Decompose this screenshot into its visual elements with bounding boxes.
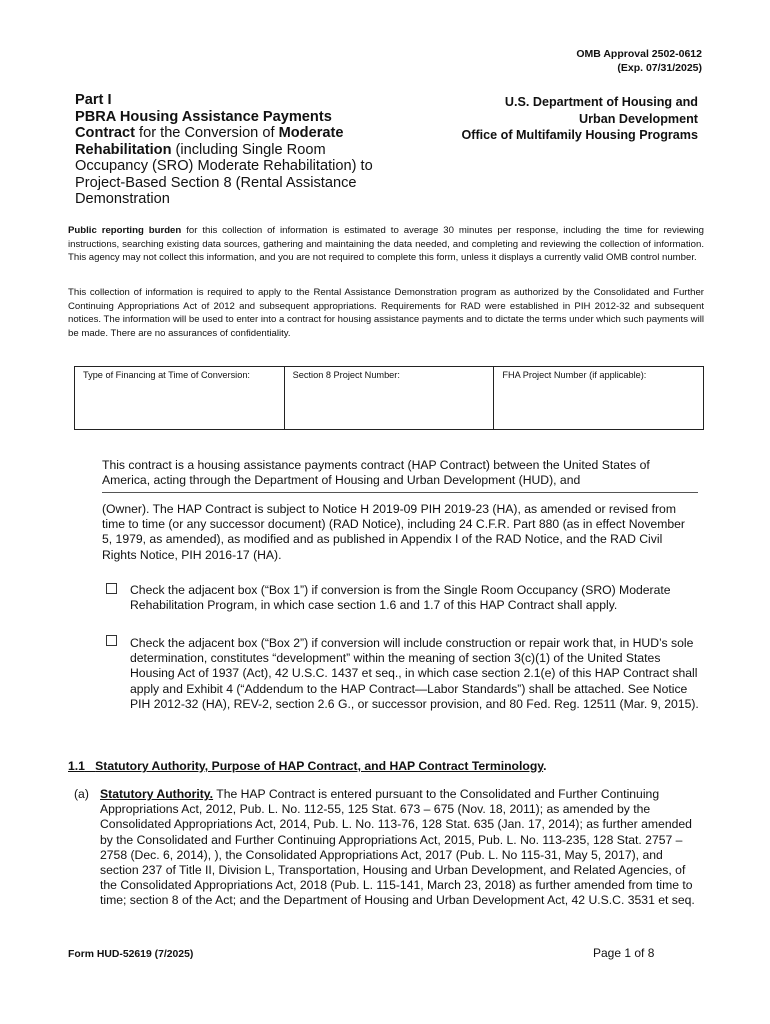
section8-project-number-field[interactable]	[285, 367, 495, 429]
agency-block	[398, 94, 698, 144]
omb-expiration: (Exp. 07/31/2025)	[617, 62, 702, 74]
section-number: 1.1	[68, 759, 85, 773]
contract-intro: This contract is a housing assistance payments contract (HAP Contract) between the United States of America, acting through the Department of Housing and Urban Development (HUD), and	[102, 458, 650, 488]
section8-project-number-label: Section 8 Project Number:	[292, 370, 400, 380]
section-a-label: (a)	[74, 787, 89, 801]
section-period: .	[543, 759, 547, 773]
section-a-text: The HAP Contract is entered pursuant to the Consolidated and Further Continuing Appropriations Act, 2012, Pub. L. No. 112-55, 125 Stat. 673 – 675 (Nov. 18, 2011); as amended by the Consolidated Appropriations Act, 2014, Pub. L. No. 113-76, 128 Stat. 635 (Jan. 17, 2014); as further amended by the Consolidated and Further Continuing Appropriations Act, 2015, Pub. L. No. 113-235, 128 Stat. 2757 – 2758 (Dec. 6, 2014), ), the Consolidated Appropriations Act, 2017 (Pub. L. No 115-31, May 5, 2017), and section 237 of Title II, Division L, Transportation, Housing and Urban Development, and Related Agencies, of the Consolidated Appropriations Act, 2018 (Pub. L. 115-141, March 23, 2018) as further amended from time to time; section 8 of the Act; and the Department of Housing and Urban Development Act, 42 U.S.C. 3531 et seq.	[100, 787, 695, 908]
form-number: Form HUD-52619 (7/2025)	[68, 949, 194, 960]
box1-text: Check the adjacent box (“Box 1”) if conversion is from the Single Room Occupancy (SRO) Moderate Rehabilitation Program, in which case section 1.6 and 1.7 of this HAP Contract shall apply.	[130, 583, 671, 613]
section-a-paragraph	[74, 787, 700, 909]
title-rest: (including Single Room Occupancy (SRO) Moderate Rehabilitation) to Project-Based Section 8 (Rental Assistance Demonstration	[75, 141, 373, 207]
section-title: Statutory Authority, Purpose of HAP Contract, and HAP Contract Terminology	[95, 759, 544, 773]
omb-number: OMB Approval 2502-0612	[576, 48, 702, 60]
burden-statement	[68, 224, 704, 265]
agency-line-3: Office of Multifamily Housing Programs	[461, 128, 698, 142]
burden-text: for this collection of information is estimated to average 30 minutes per response, including the time for reviewing instructions, searching existing data sources, gathering and maintaining the data needed, and completing and reviewing the collection of information. This agency may not collect this information, and you are not required to complete this form, unless it displays a currently valid OMB control number.	[68, 225, 705, 264]
title-mid: for the Conversion of	[135, 125, 279, 141]
box1-checkbox[interactable]	[106, 583, 117, 594]
title-bold-2: Moderate Rehabilitation	[75, 125, 344, 158]
omb-approval	[462, 47, 702, 75]
authority-statement: This collection of information is required to apply to the Rental Assistance Demonstration program as authorized by the Consolidated and Further Continuing Appropriations Act of 2012 and subsequent appropriations. Requirements for RAD were established in PIH 2012-32 and subsequent notices. The information will be used to enter into a contract for housing assistance payments and to dictate the terms under which such payments will be made. There are no assurances of confidentiality.	[68, 287, 705, 339]
financing-type-label: Type of Financing at Time of Conversion:	[83, 370, 250, 380]
box2-checkbox[interactable]	[106, 635, 117, 646]
owner-paragraph: (Owner). The HAP Contract is subject to Notice H 2019-09 PIH 2019-23 (HA), as amended or revised from time to time (or any successor document) (RAD Notice), including 24 C.F.R. Part 880 (as in effect November 5, 1979, as amended), as modified and as published in Appendix I of the RAD Notice, and the RAD Civil Rights Notice, PIH 2016-17 (HA).	[102, 502, 685, 562]
burden-lead: Public reporting burden	[68, 225, 182, 236]
title-bold-1: PBRA Housing Assistance Payments Contract	[75, 108, 332, 141]
fha-project-number-label: FHA Project Number (if applicable):	[502, 370, 647, 380]
section-heading	[68, 759, 547, 773]
project-info-table	[74, 366, 704, 430]
page-number: Page 1 of 8	[593, 946, 655, 960]
financing-type-field[interactable]	[75, 367, 285, 429]
agency-line-2: Urban Development	[579, 111, 698, 126]
owner-name-blank[interactable]	[102, 492, 698, 493]
part-label: Part I	[75, 92, 112, 108]
document-title	[75, 92, 395, 208]
box2-text: Check the adjacent box (“Box 2”) if conversion will include construction or repair work that, in HUD’s sole determination, constitutes “development” within the meaning of section 3(c)(1) of the United States Housing Act of 1937 (Act), 42 U.S.C. 1437 et seq., in which case section 2.1(e) of this HAP Contract shall apply and Exhibit 4 (“Addendum to the HAP Contract—Labor Standards”) shall be attached. See Notice PIH 2012-32 (HA), REV-2, section 2.6 G., or successor provision, and 80 Fed. Reg. 12511 (Mar. 9, 2015).	[130, 636, 699, 711]
section-a-title: Statutory Authority.	[100, 787, 214, 801]
fha-project-number-field[interactable]	[494, 367, 703, 429]
agency-line-1: U.S. Department of Housing and	[504, 95, 698, 109]
